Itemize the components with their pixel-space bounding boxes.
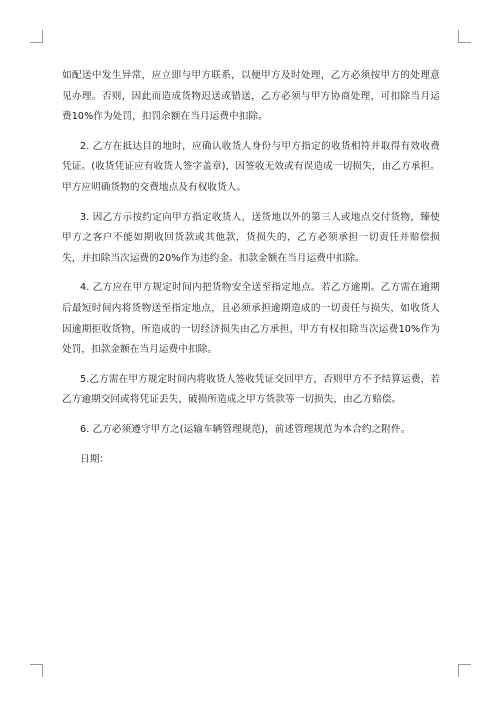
paragraph-continuation: 如配送中发生异常，应立即与甲方联系，以便甲方及时处理，乙方必须按甲方的处理意见办理。否则，因此而造成货物迟送或错送，乙方必须与甲方协商处理，可扣除当月运费10%作为处罚，扣罚余额在当月运费中扣除。 <box>62 70 440 123</box>
crop-mark-bottom-right <box>458 664 471 677</box>
paragraph-clause-4: 4. 乙方应在甲方规定时间内把货物安全送至指定地点。若乙方逾期。乙方需在逾期后最短时间内将货物送至指定地点，且必须承担逾期造成的一切责任与损失，如收货人因逾期拒收货物，所造成的一切经济损失由乙方承担，甲方有权扣除当次运费10%作为处罚，扣款金额在当月运费中扣除。 <box>62 282 440 356</box>
crop-mark-top-right <box>458 30 471 43</box>
paragraph-clause-3: 3. 因乙方示按约定向甲方指定收货人，送货地以外的第三人或地点交付货物，臻使甲方之客户不能如期收回货款或其他款，货损失的，乙方必须承担一切责任并赔偿损失，并扣除当次运费的20%作为违约金。扣款金额在当月运费中扣除。 <box>62 211 440 264</box>
crop-mark-top-left <box>30 30 43 43</box>
paragraph-clause-5: 5.乙方需在甲方规定时间内将收货人签收凭证交回甲方，否则甲方不予结算运费，若乙方逾期交回或将凭证丢失，破损所造成之甲方货款等一切损失，由乙方赔偿。 <box>62 373 440 406</box>
paragraph-clause-2: 2. 乙方在抵达目的地时，应确认收货人身份与甲方指定的收货相符并取得有效收费凭证。(收货凭证应有收货人签字盖章)，因签收无效或有误造成一切损失，由乙方承担。甲方应明确货物的交费地点及有权收货人。 <box>62 140 440 193</box>
paragraph-clause-6: 6. 乙方必须遵守甲方之(运输车辆管理规范)，前述管理规范为本合约之附件。 <box>80 423 411 435</box>
date-label: 日期： <box>80 453 110 465</box>
crop-mark-bottom-left <box>30 664 43 677</box>
document-body <box>62 66 440 479</box>
